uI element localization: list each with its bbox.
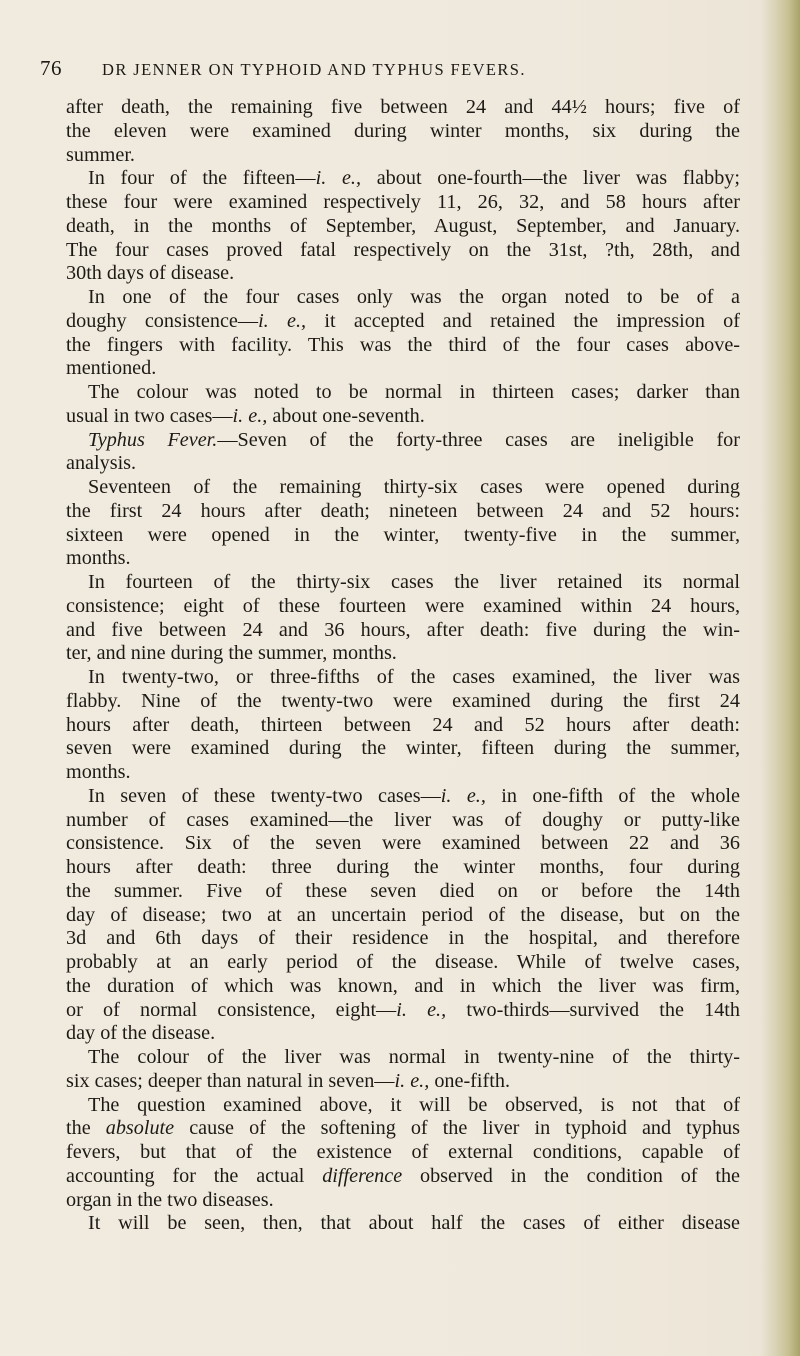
text-line: death, in the months of September, August, September, and January. bbox=[66, 214, 740, 237]
running-head: DR JENNER ON TYPHOID AND TYPHUS FEVERS. bbox=[102, 60, 526, 79]
text-line: 3d and 6th days of their residence in the hospital, and therefore bbox=[66, 927, 740, 950]
page-header bbox=[40, 56, 770, 86]
text-line: In four of the fifteen—i. e., about one-fourth—the liver was flabby; bbox=[88, 167, 740, 190]
text-line: probably at an early period of the disease. While of twelve cases, bbox=[66, 951, 740, 973]
text-line: day of the disease. bbox=[66, 1022, 216, 1045]
text-line: The colour was noted to be normal in thirteen cases; darker than bbox=[88, 381, 740, 403]
text-line: In seven of these twenty-two cases—i. e., in one-fifth of the whole bbox=[88, 784, 740, 807]
body-text bbox=[66, 96, 740, 1236]
text-line: the eleven were examined during winter months, six during the bbox=[66, 119, 740, 142]
text-line: and five between 24 and 36 hours, after death: five during the win- bbox=[66, 618, 740, 641]
text-line: sixteen were opened in the winter, twenty-five in the summer, bbox=[66, 523, 740, 546]
text-line: The colour of the liver was normal in twenty-nine of the thirty- bbox=[88, 1046, 740, 1068]
text-line: or of normal consistence, eight—i. e., two-thirds—survived the 14th bbox=[66, 998, 740, 1021]
text-line: consistence; eight of these fourteen were examined within 24 hours, bbox=[66, 594, 740, 617]
text-line: the first 24 hours after death; nineteen between 24 and 52 hours: bbox=[66, 499, 740, 522]
text-line: the absolute cause of the softening of the liver in typhoid and typhus bbox=[66, 1117, 740, 1140]
text-line: analysis. bbox=[66, 452, 137, 475]
text-line: the summer. Five of these seven died on or before the 14th bbox=[66, 879, 740, 902]
text-line: In twenty-two, or three-fifths of the cases examined, the liver was bbox=[88, 666, 740, 688]
text-line: consistence. Six of the seven were examined between 22 and 36 bbox=[66, 832, 740, 855]
text-line: day of disease; two at an uncertain period of the disease, but on the bbox=[66, 903, 740, 926]
text-line: The four cases proved fatal respectively on the 31st, ?th, 28th, and bbox=[66, 238, 740, 261]
text-line: usual in two cases—i. e., about one-seventh. bbox=[66, 404, 425, 427]
text-line: The question examined above, it will be observed, is not that of bbox=[88, 1093, 740, 1116]
text-line: number of cases examined—the liver was of doughy or putty-like bbox=[66, 808, 740, 831]
text-line: accounting for the actual difference observed in the condition of the bbox=[66, 1164, 740, 1187]
text-line: Typhus Fever.—Seven of the forty-three cases are ineligible for bbox=[88, 428, 740, 451]
text-line: ter, and nine during the summer, months. bbox=[66, 642, 397, 665]
text-line: seven were examined during the winter, fifteen during the summer, bbox=[66, 737, 740, 760]
page-number: 76 bbox=[40, 56, 62, 80]
text-line: 30th days of disease. bbox=[66, 262, 235, 285]
text-line: In one of the four cases only was the organ noted to be of a bbox=[88, 286, 740, 308]
text-line: mentioned. bbox=[66, 357, 157, 380]
text-line: months. bbox=[66, 761, 131, 783]
text-line: hours after death: three during the winter months, four during bbox=[66, 856, 740, 878]
text-line: summer. bbox=[66, 143, 135, 166]
text-line: organ in the two diseases. bbox=[66, 1188, 274, 1211]
text-line: Seventeen of the remaining thirty-six cases were opened during bbox=[88, 476, 740, 498]
text-line: after death, the remaining five between 24 and 44½ hours; five of bbox=[66, 96, 740, 118]
page-edge bbox=[760, 0, 800, 1356]
text-line: six cases; deeper than natural in seven—i. e., one-fifth. bbox=[66, 1069, 510, 1092]
text-line: hours after death, thirteen between 24 and 52 hours after death: bbox=[66, 713, 740, 736]
text-line: flabby. Nine of the twenty-two were examined during the first 24 bbox=[66, 689, 740, 712]
text-line: the duration of which was known, and in which the liver was firm, bbox=[66, 974, 740, 997]
text-line: fevers, but that of the existence of external conditions, capable of bbox=[66, 1141, 740, 1163]
text-line: the fingers with facility. This was the third of the four cases above- bbox=[66, 333, 740, 356]
text-line: It will be seen, then, that about half the cases of either disease bbox=[88, 1212, 740, 1235]
text-line: doughy consistence—i. e., it accepted and retained the impression of bbox=[66, 309, 740, 332]
text-line: these four were examined respectively 11, 26, 32, and 58 hours after bbox=[66, 191, 740, 213]
text-line: months. bbox=[66, 547, 131, 570]
text-line: In fourteen of the thirty-six cases the liver retained its normal bbox=[88, 571, 740, 593]
